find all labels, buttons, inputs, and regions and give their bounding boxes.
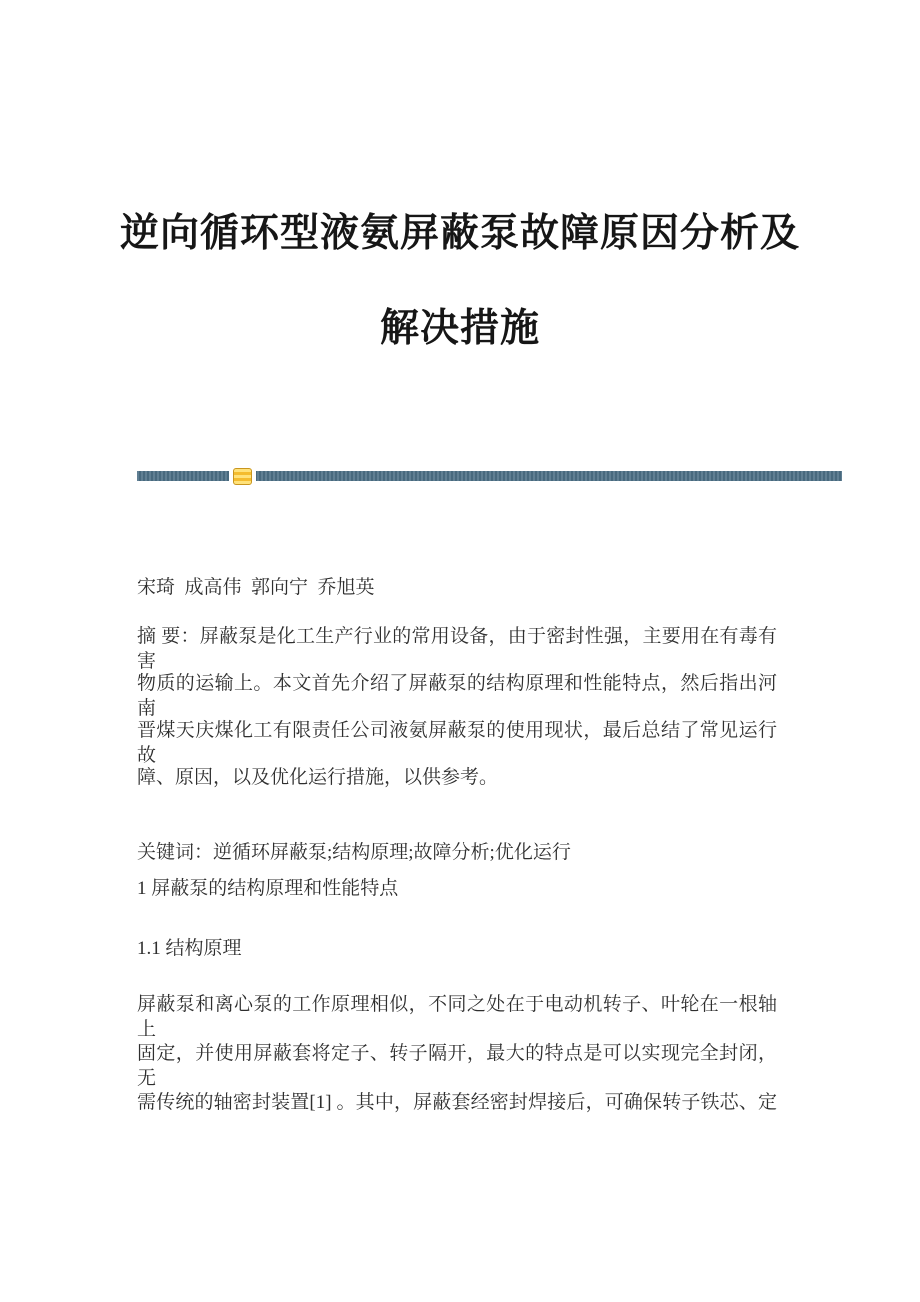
abstract-line: 摘 要：屏蔽泵是化工生产行业的常用设备，由于密封性强，主要用在有毒有害 bbox=[137, 626, 777, 672]
body-paragraph bbox=[137, 992, 777, 1139]
page-title bbox=[70, 214, 850, 348]
title-divider-bar bbox=[137, 471, 842, 481]
body-line: 需传统的轴密封装置[1] 。其中，屏蔽套经密封焊接后，可确保转子铁芯、定 bbox=[137, 1092, 777, 1113]
keywords-line: 关键词：逆循环屏蔽泵;结构原理;故障分析;优化运行 bbox=[137, 842, 571, 863]
abstract-paragraph bbox=[137, 624, 777, 812]
abstract-line: 物质的运输上。本文首先介绍了屏蔽泵的结构原理和性能特点，然后指出河南 bbox=[137, 673, 777, 719]
abstract-line: 晋煤天庆煤化工有限责任公司液氨屏蔽泵的使用现状，最后总结了常见运行故 bbox=[137, 720, 777, 766]
title-line-2: 解决措施 bbox=[379, 307, 540, 350]
title-line-1: 逆向循环型液氨屏蔽泵故障原因分析及 bbox=[119, 212, 800, 255]
authors-line: 宋琦 成高伟 郭向宁 乔旭英 bbox=[137, 577, 375, 598]
body-line: 固定，并使用屏蔽套将定子、转子隔开，最大的特点是可以实现完全封闭，无 bbox=[137, 1043, 777, 1089]
document-icon bbox=[233, 468, 252, 485]
abstract-line: 障、原因，以及优化运行措施，以供参考。 bbox=[137, 767, 499, 788]
section-heading-1: 1 屏蔽泵的结构原理和性能特点 bbox=[137, 878, 399, 899]
subsection-heading-1-1: 1.1 结构原理 bbox=[137, 938, 242, 959]
body-line: 屏蔽泵和离心泵的工作原理相似，不同之处在于电动机转子、叶轮在一根轴上 bbox=[137, 994, 777, 1040]
